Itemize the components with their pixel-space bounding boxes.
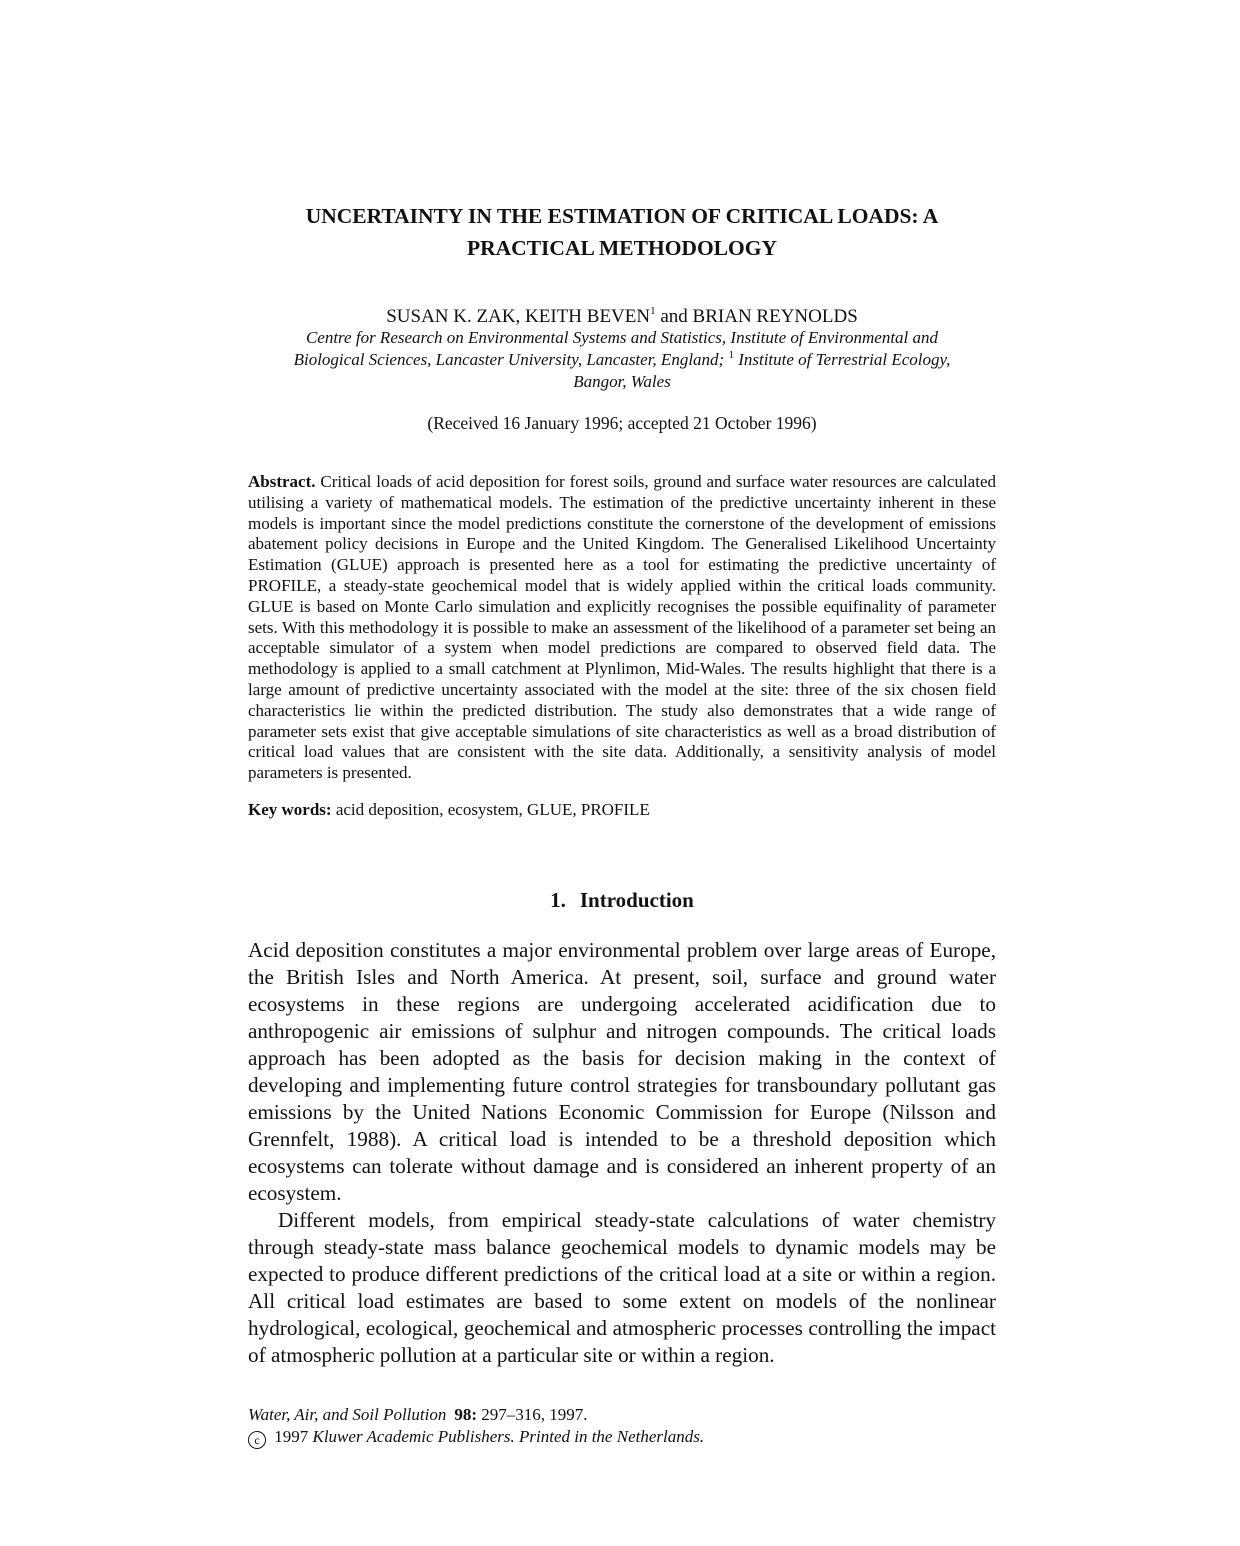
abstract-label: Abstract. — [248, 472, 316, 491]
affiliation-line-2a: Biological Sciences, Lancaster University, Lancaster, England; — [293, 350, 729, 369]
keywords-label: Key words: — [248, 800, 332, 819]
affiliation-block — [248, 327, 996, 393]
authors-part-1: SUSAN K. ZAK, KEITH BEVEN — [386, 306, 651, 327]
affiliation-line-2 — [248, 349, 996, 371]
abstract-text: Critical loads of acid deposition for forest soils, ground and surface water resources are calculated utilising a variety of mathematical models. The estimation of the predictive uncertainty inherent in these models is important since the model predictions constitute the cornerstone of the development of emissions abatement policy decisions in Europe and the United Kingdom. The Generalised Likelihood Uncertainty Estimation (GLUE) approach is presented here as a tool for estimating the predictive uncertainty of PROFILE, a steady-state geochemical model that is widely applied within the critical loads community. GLUE is based on Monte Carlo simulation and explicitly recognises the possible equifinality of parameter sets. With this methodology it is possible to make an assessment of the likelihood of a parameter set being an acceptable simulator of a system when model predictions are compared to observed field data. The methodology is applied to a small catchment at Plynlimon, Mid-Wales. The results highlight that there is a large amount of predictive uncertainty associated with the model at the site: three of the six chosen field characteristics lie within the predicted distribution. The study also demonstrates that a wide range of parameter sets exist that give acceptable simulations of site characteristics as well as a broad distribution of critical load values that are consistent with the site data. Additionally, a sensitivity analysis of model parameters is presented. — [248, 472, 996, 783]
publisher: Kluwer Academic Publishers. Printed in the Netherlands. — [312, 1427, 705, 1446]
keywords — [248, 799, 996, 821]
affiliation-line-2b: Institute of Terrestrial Ecology, — [733, 350, 951, 369]
paper-title — [248, 200, 996, 264]
paragraph-2: Different models, from empirical steady-state calculations of water chemistry through steady-state mass balance geochemical models to dynamic models may be expected to produce different predictions of the critical load at a site or within a region. All critical load estimates are based to some extent on models of the nonlinear hydrological, ecological, geochemical and atmospheric processes controlling the impact of atmospheric pollution at a particular site or within a region. — [248, 1208, 996, 1367]
paper-title-line-2: PRACTICAL METHODOLOGY — [467, 236, 777, 260]
abstract — [248, 472, 996, 784]
citation-line — [248, 1404, 996, 1426]
section-title: Introduction — [579, 888, 694, 912]
affiliation-marker: 1 — [728, 349, 734, 361]
affiliation-line-3: Bangor, Wales — [573, 372, 671, 391]
affiliation-line-1: Centre for Research on Environmental Systems and Statistics, Institute of Environmental and — [305, 328, 939, 347]
author-affiliation-marker: 1 — [650, 305, 656, 317]
page-footer — [248, 1404, 996, 1449]
paper-title-line-1: UNCERTAINTY IN THE ESTIMATION OF CRITICAL LOADS: A — [305, 204, 939, 228]
copyright-line — [248, 1426, 996, 1449]
body-text — [248, 937, 996, 1369]
journal-volume: 98: — [454, 1405, 478, 1424]
paragraph-1: Acid deposition constitutes a major environmental problem over large areas of Europe, the British Isles and North America. At present, soil, surface and ground water ecosystems in these regions are undergoing accelerated acidification due to anthropogenic air emissions of sulphur and nitrogen compounds. The critical loads approach has been adopted as the basis for decision making in the context of developing and implementing future control strategies for transboundary pollutant gas emissions by the United Nations Economic Commission for Europe (Nilsson and Grennfelt, 1988). A critical load is intended to be a threshold deposition which ecosystems can tolerate without damage and is considered an inherent property of an ecosystem. — [248, 938, 996, 1205]
copyright-icon: c — [248, 1431, 266, 1449]
section-number: 1. — [550, 888, 566, 912]
received-dates: (Received 16 January 1996; accepted 21 October 1996) — [427, 413, 817, 433]
authors-part-2: and BRIAN REYNOLDS — [655, 306, 858, 327]
journal-name: Water, Air, and Soil Pollution — [248, 1405, 447, 1424]
keywords-text: acid deposition, ecosystem, GLUE, PROFILE — [335, 800, 650, 819]
copyright-year: 1997 — [270, 1427, 313, 1446]
section-heading-introduction — [248, 886, 996, 914]
journal-pages: 297–316, 1997. — [477, 1405, 588, 1424]
